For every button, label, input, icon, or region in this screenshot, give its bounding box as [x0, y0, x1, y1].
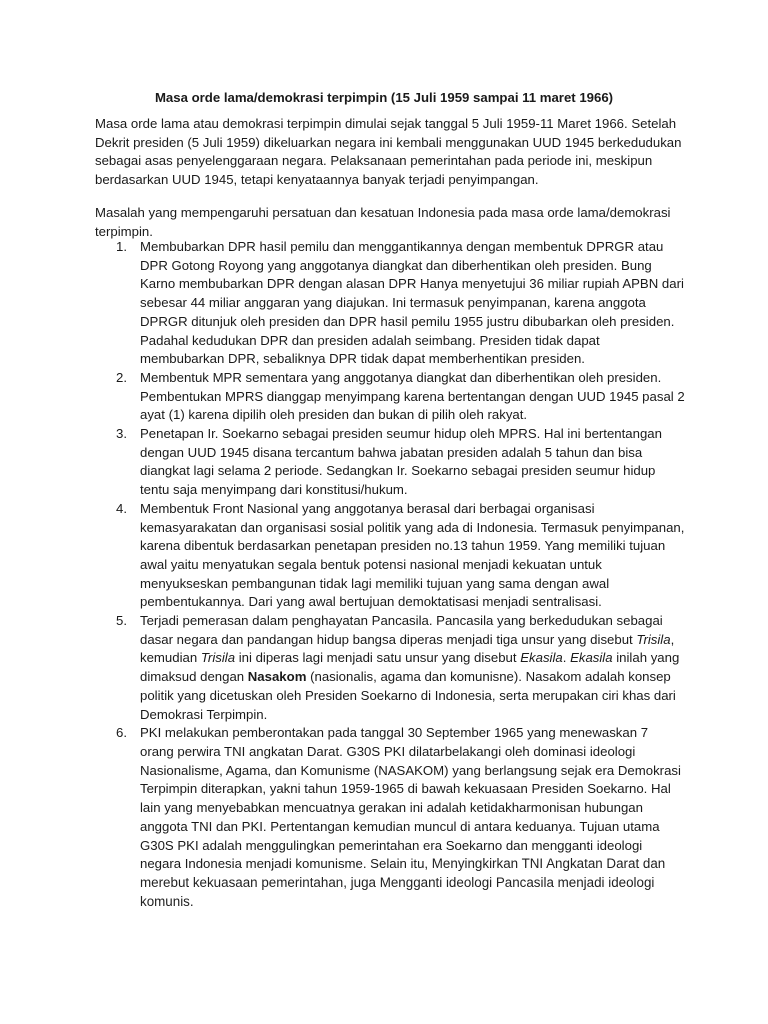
italic-term: Trisila	[636, 631, 671, 647]
text-run: inilah yang dimaksud dengan	[140, 650, 680, 685]
list-item-text: Membentuk Front Nasional yang anggotanya berasal dari berbagai organisasi kemasyarakatan dan organisasi sosial politik yang ada di Indonesia. Termasuk penyimpanan, karena dibentuk berdasarkan penetapan presiden no.13 tahun 1959. Yang memiliki tujuan awal yaitu menyatukan segala bentuk potensi nasional menjadi kekuatan untuk menyukseskan pembangunan tidak lagi memiliki tujuan yang sama dengan awal pembentukannya. Dari yang awal bertujuan demoktatisasi menjadi sentralisasi.	[140, 500, 685, 610]
list-item	[95, 238, 685, 369]
list-number: 3.	[116, 426, 127, 442]
text-run: PKI melakukan pemberontakan pada tanggal 30 September 1965 yang menewaskan 7 orang perwira TNI angkatan Darat. G30S PKI dilatarbelakangi oleh dominasi ideologi Nasionalisme, Agama, dan Komunisme (NASAKOM) yang berlangsung sejak era Demokrasi Terpimpin diterapkan, yakni tahun 1959-1965 di bawah kekuasaan Presiden Soekarno. Hal lain yang menyebabkan mencuatnya gerakan ini adalah ketidakharmonisan hubungan anggota TNI dan PKI. Pertentangan kemudian muncul di antara keduanya. Tujuan utama G30S PKI adalah menggulingkan pemerintahan era Soekarno dan mengganti ideologi negara Indonesia menjadi komunisme. Selain itu,	[140, 725, 681, 872]
text-run: ini diperas lagi menjadi satu unsur yang disebut	[235, 650, 521, 666]
text-run-tail: Menyingkirkan TNI Angkatan Darat dan merebut kekuasaan pemerintahan, juga Mengganti ideologi Pancasila menjadi ideologi komunis.	[140, 856, 666, 909]
list-item-text: Membentuk MPR sementara yang anggotanya diangkat dan diberhentikan oleh presiden. Pembentukan MPRS dianggap menyimpang karena bertentangan dengan UUD 1945 pasal 2 ayat (1) karena dipilih oleh presiden dan bukan di pilih oleh rakyat.	[140, 369, 685, 423]
list-item-text: Penetapan Ir. Soekarno sebagai presiden seumur hidup oleh MPRS. Hal ini bertentangan dengan UUD 1945 disana tercantum bahwa jabatan presiden adalah 5 tahun dan bisa diangkat lagi selama 2 periode. Sedangkan Ir. Soekarno sebagai presiden seumur hidup tentu saja menyimpang dari konstitusi/hukum.	[140, 426, 662, 498]
italic-term: Ekasila	[570, 650, 613, 666]
list-item	[95, 369, 685, 425]
list-number: 5.	[116, 613, 127, 629]
text-run: Terjadi pemerasan dalam penghayatan Pancasila. Pancasila yang berkedudukan sebagai dasar negara dan pandangan hidup bangsa diperas menjadi tiga unsur yang disebut	[140, 613, 663, 647]
text-run: , kemudian	[140, 631, 675, 666]
list-item	[95, 500, 685, 612]
problem-intro-paragraph: Masalah yang mempengaruhi persatuan dan kesatuan Indonesia pada masa orde lama/demokrasi terpimpin.	[95, 205, 671, 239]
page-title: Masa orde lama/demokrasi terpimpin (15 Juli 1959 sampai 11 maret 1966)	[154, 90, 614, 105]
list-item-text	[140, 724, 685, 911]
intro-paragraph: Masa orde lama atau demokrasi terpimpin dimulai sejak tanggal 5 Juli 1959-11 Maret 1966. Setelah Dekrit presiden (5 Juli 1959) dikeluarkan negara ini kembali menggunakan UUD 1945 berkedudukan sebagai asas penyelenggaraan negara. Pelaksanaan pemerintahan pada periode ini, meskipun berdasarkan UUD 1945, tetapi kenyataannya banyak terjadi penyimpangan.	[95, 116, 682, 188]
bold-term: Nasakom	[247, 669, 307, 685]
list-item	[95, 612, 685, 724]
list-item-text: Membubarkan DPR hasil pemilu dan menggantikannya dengan membentuk DPRGR atau DPR Gotong Royong yang anggotanya diangkat dan diberhentikan oleh presiden. Bung Karno membubarkan DPR dengan alasan DPR Hanya menyetujui 36 miliar rupiah APBN dari sebesar 44 miliar anggaran yang diajukan. Ini termasuk penyimpanan, karena anggota DPRGR ditunjuk oleh presiden dan DPR hasil pemilu 1955 justru dibubarkan oleh presiden. Padahal kedudukan DPR dan presiden adalah seimbang. Presiden tidak dapat membubarkan DPR, sebaliknya DPR tidak dapat memberhentikan presiden.	[140, 239, 684, 367]
list-item	[95, 425, 685, 500]
list-number: 2.	[116, 369, 127, 385]
list-number: 6.	[116, 725, 127, 741]
list-number: 1.	[116, 239, 127, 254]
list-item-text	[140, 612, 685, 724]
text-run: .	[562, 650, 571, 666]
list-item	[95, 724, 685, 911]
italic-term: Ekasila	[520, 650, 563, 666]
problem-list	[95, 238, 685, 911]
italic-term: Trisila	[200, 650, 236, 666]
list-number: 4.	[116, 500, 127, 516]
text-run: (nasionalis, agama dan komunisne). Nasakom adalah konsep politik yang dicetuskan oleh Presiden Soekarno di Indonesia, serta merupakan ciri khas dari Demokrasi Terpimpin.	[140, 669, 676, 722]
